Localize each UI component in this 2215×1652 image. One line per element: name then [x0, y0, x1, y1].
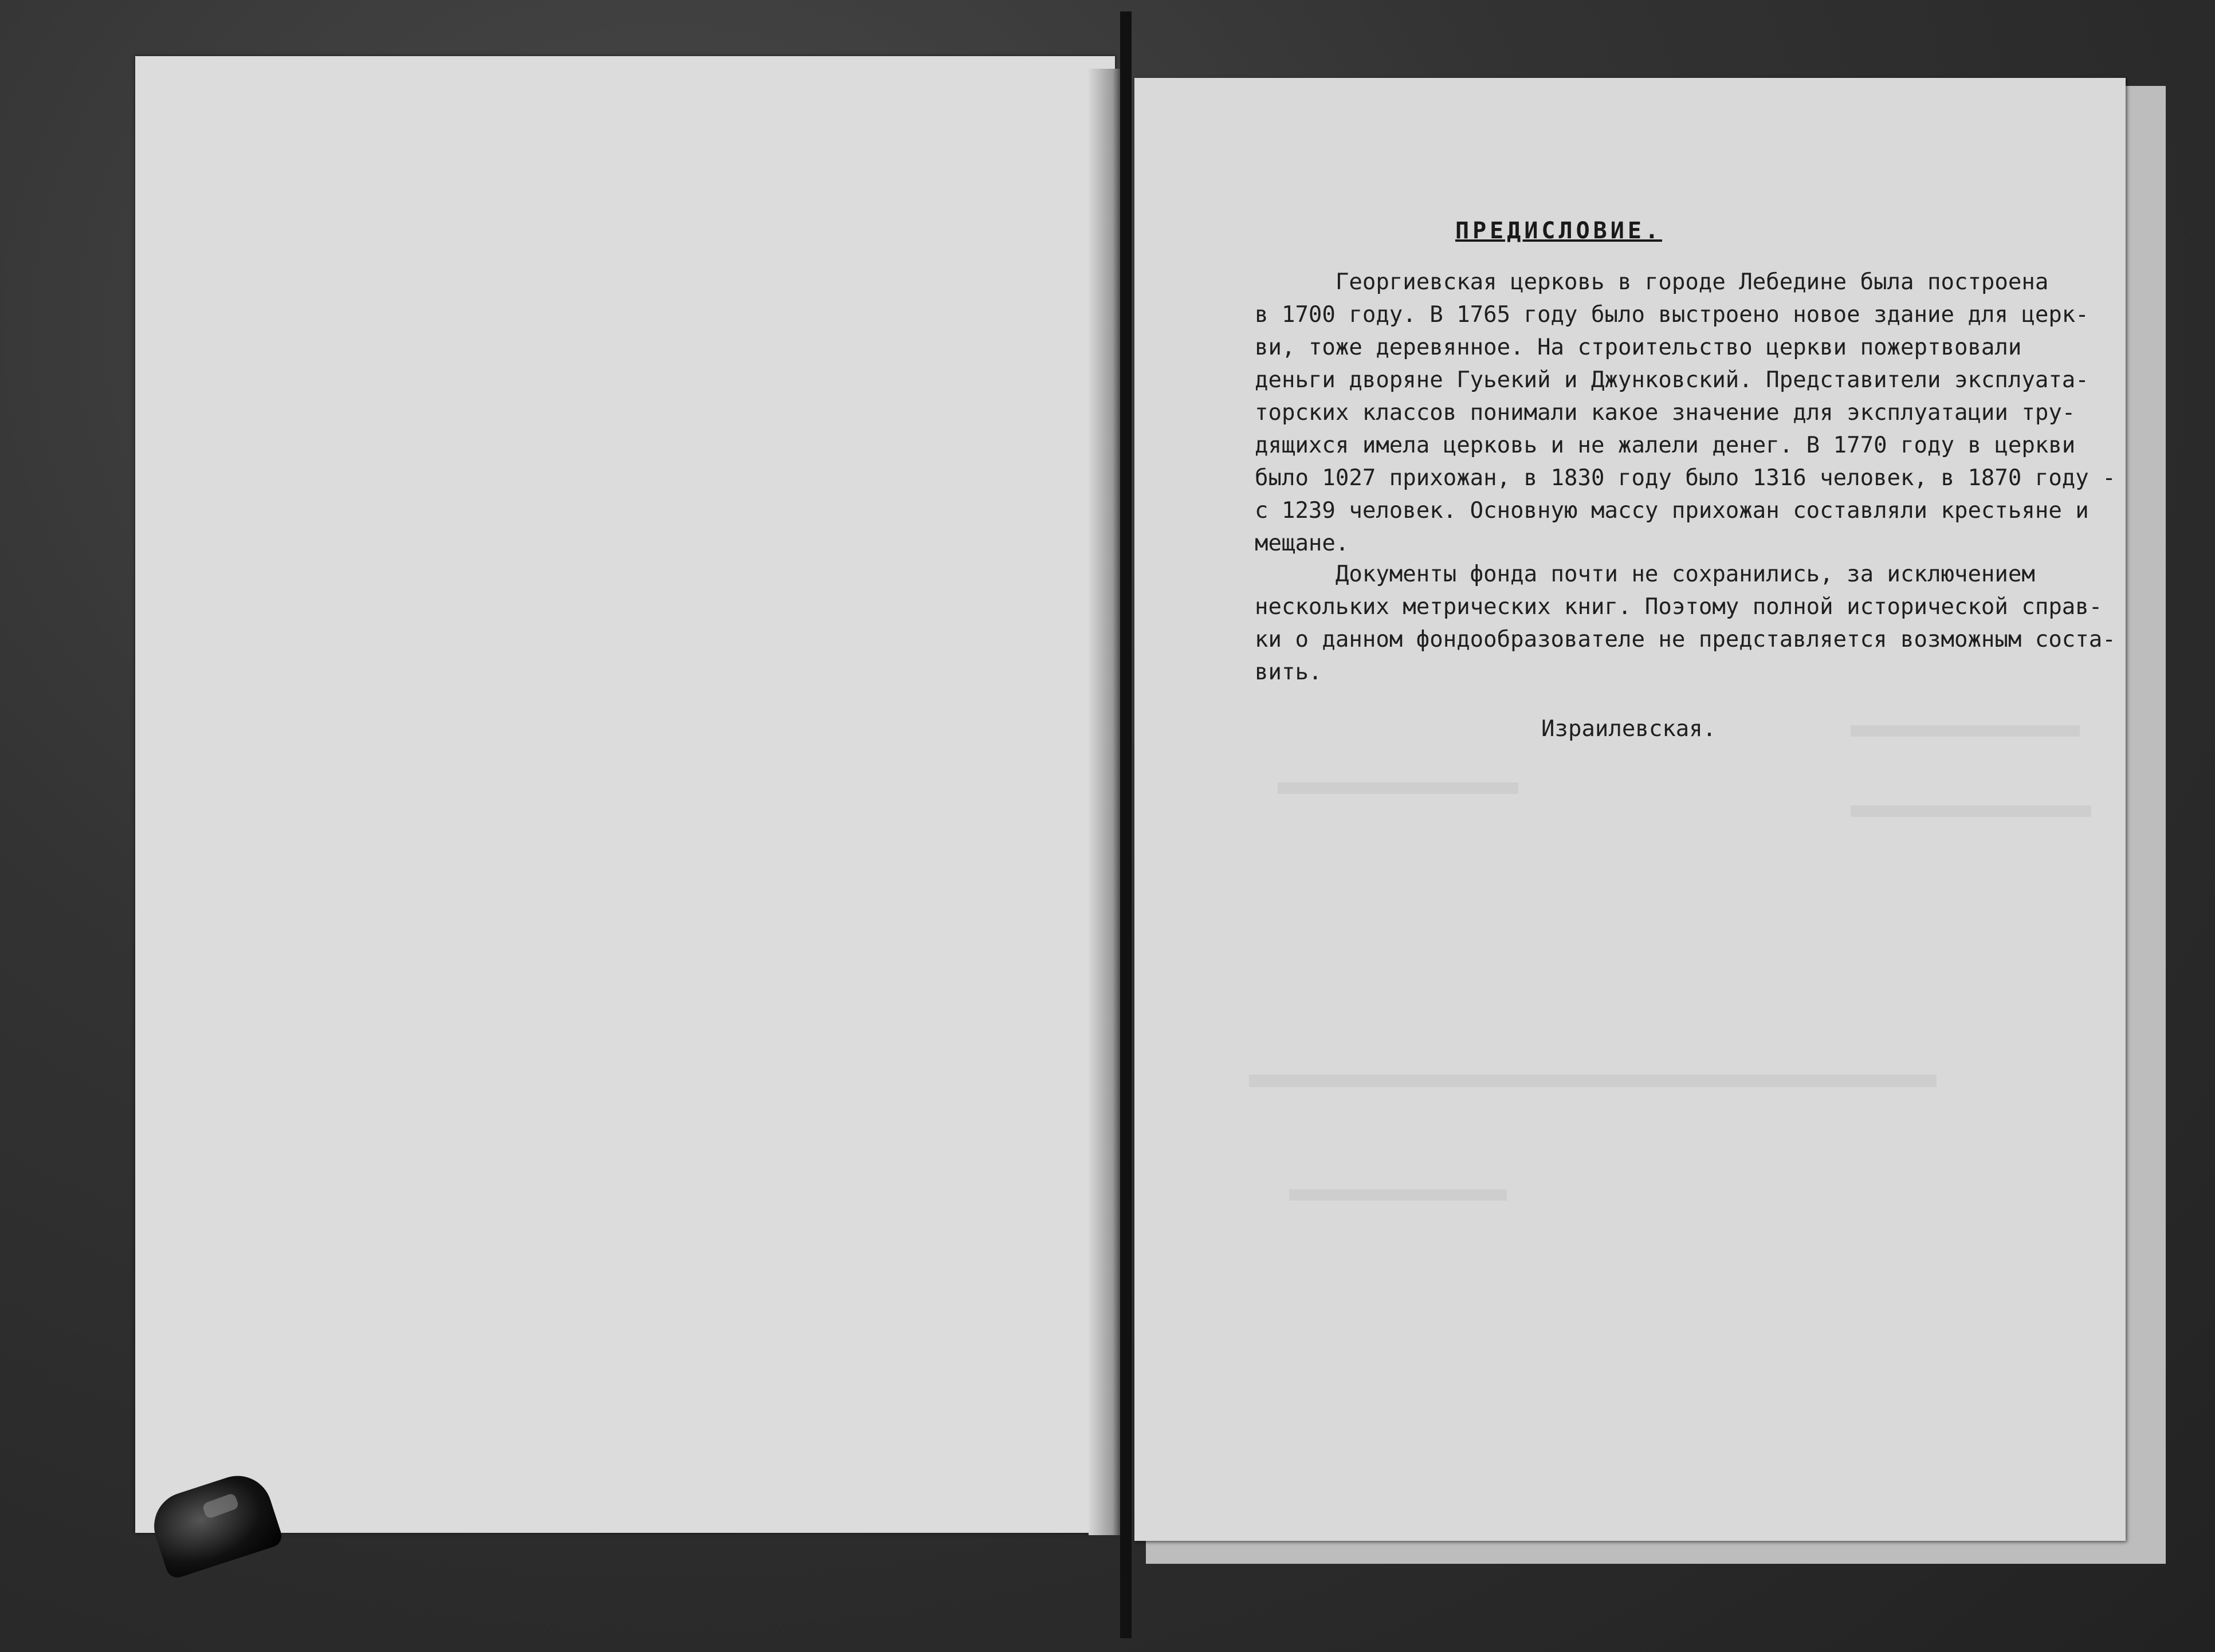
text-line: деньги дворяне Гуьекий и Джунковский. Представители эксплуата-: [1255, 367, 2089, 393]
text-line: в 1700 году. В 1765 году было выстроено новое здание для церк-: [1255, 302, 2089, 328]
bleed-through-mark: [1851, 725, 2080, 737]
page-title: ПРЕДИСЛОВИЕ.: [1455, 218, 1662, 244]
text-line: было 1027 прихожан, в 1830 году было 1316 человек, в 1870 году -: [1255, 465, 2116, 491]
text-line: ки о данном фондообразователе не представляется возможным соста-: [1255, 627, 2116, 652]
bleed-through-mark: [1851, 805, 2091, 817]
bleed-through-mark: [1278, 782, 1518, 794]
book-binding: [1120, 11, 1132, 1638]
text-line: Георгиевская церковь в городе Лебедине была построена: [1255, 269, 2049, 295]
signature: Израилевская.: [1541, 716, 1717, 742]
text-line: торских классов понимали какое значение для эксплуатации тру-: [1255, 400, 2076, 426]
left-blank-page: [135, 56, 1115, 1533]
text-line: с 1239 человек. Основную массу прихожан составляли крестьяне и: [1255, 498, 2089, 524]
right-text-page: [1134, 78, 2126, 1541]
text-line: ви, тоже деревянное. На строительство церкви пожертвовали: [1255, 335, 2022, 360]
bleed-through-mark: [1249, 1075, 1937, 1087]
left-page-fold: [1089, 69, 1123, 1535]
text-line: дящихся имела церковь и не жалели денег. В 1770 году в церкви: [1255, 432, 2076, 458]
text-line: нескольких метрических книг. Поэтому полной исторической справ-: [1255, 594, 2103, 620]
bleed-through-mark: [1289, 1189, 1507, 1201]
text-line: мещане.: [1255, 530, 1349, 556]
text-line: вить.: [1255, 659, 1322, 685]
text-line: Документы фонда почти не сохранились, за исключением: [1255, 561, 2035, 587]
